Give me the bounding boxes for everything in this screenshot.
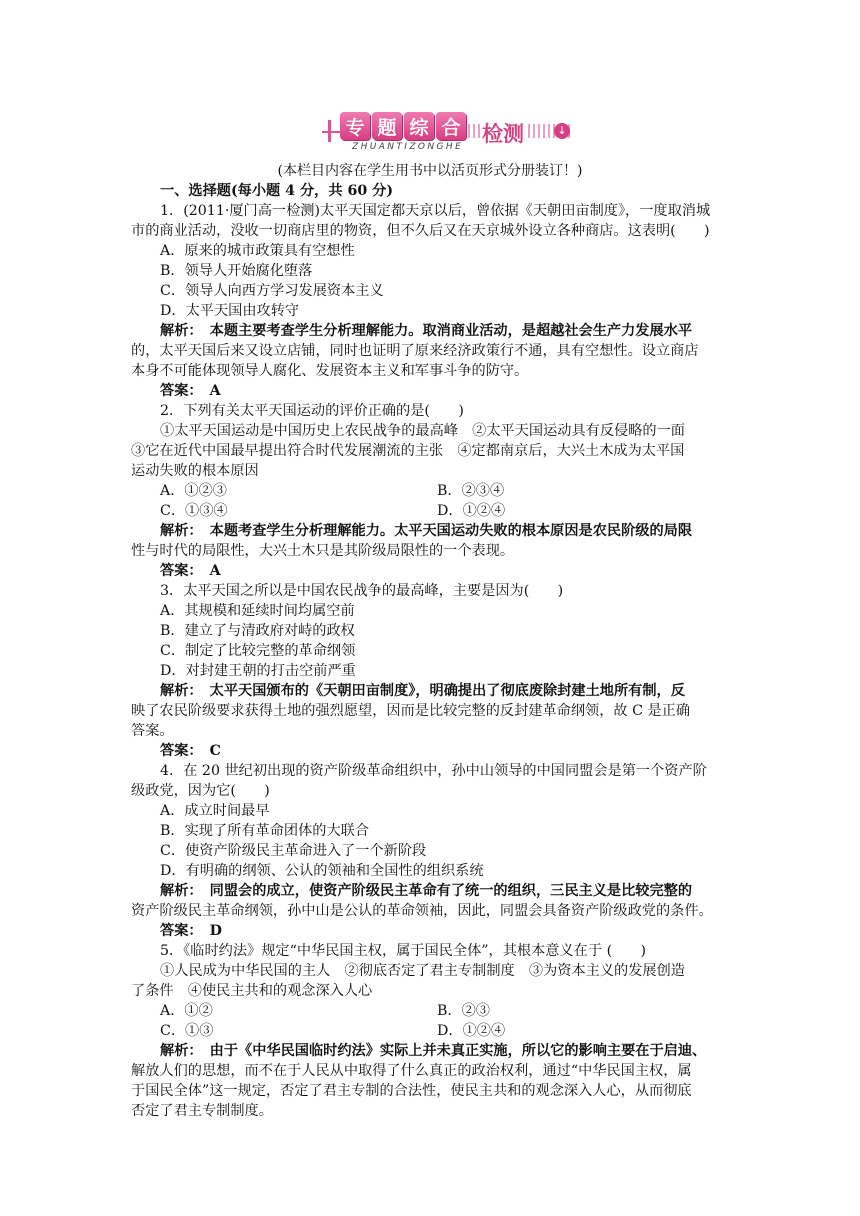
analysis-text: 解析： 同盟会的成立，使资产阶级民主革命有了统一的组织，三民主义是比较完整的 — [160, 883, 693, 899]
analysis-text: 资产阶级民主革命纲领，孙中山是公认的革命领袖，因此，同盟会具备资产阶级政党的条件。 — [131, 903, 713, 919]
banner-tiles — [340, 112, 466, 140]
question-stem: 市的商业活动，没收一切商店里的物资，但不久后又在天京城外设立各种商店。这表明( ) — [131, 223, 710, 239]
down-arrow-icon: ↓ — [554, 123, 570, 139]
section-banner — [322, 106, 584, 154]
option: C．制定了比较完整的革命纲领 — [160, 643, 356, 659]
section-title: 一、选择题(每小题 4 分，共 60 分) — [160, 183, 394, 199]
analysis-text: 解放人们的思想，而不在于人民从中取得了什么真正的政治权利，通过“中华民国主权，属 — [131, 1063, 692, 1079]
answer-line: 答案： C — [160, 743, 221, 759]
question-stem: ①太平天国运动是中国历史上农民战争的最高峰 ②太平天国运动具有反侵略的一面 — [160, 423, 685, 439]
option: C．领导人向西方学习发展资本主义 — [160, 283, 384, 299]
banner-char: 题 — [372, 112, 402, 140]
analysis-text: 解析： 太平天国颁布的《天朝田亩制度》，明确提出了彻底废除封建土地所有制，反 — [160, 683, 685, 699]
option: A．原来的城市政策具有空想性 — [160, 243, 355, 259]
analysis-text: 的，太平天国后来又设立店铺，同时也证明了原来经济政策行不通，具有空想性。设立商店 — [131, 343, 699, 359]
option: B．②③ — [437, 1003, 490, 1019]
option: A．成立时间最早 — [160, 803, 270, 819]
banner-char: 专 — [340, 112, 370, 140]
question-stem: 2．下列有关太平天国运动的评价正确的是( ) — [160, 403, 464, 419]
question-stem: 5．《临时约法》规定“中华民国主权，属于国民全体”，其根本意义在于 ( ) — [160, 943, 647, 959]
option: D．①②④ — [437, 1023, 506, 1039]
analysis-text: 答案。 — [131, 723, 174, 739]
answer-line: 答案： A — [160, 383, 221, 399]
option: C．①③④ — [160, 503, 228, 519]
banner-pinyin: ZHUANTIZONGHE — [352, 142, 464, 152]
banner-cross — [328, 120, 331, 142]
option: B．实现了所有革命团体的大联合 — [160, 823, 370, 839]
option: B．建立了与清政府对峙的政权 — [160, 623, 355, 639]
answer-line: 答案： A — [160, 563, 221, 579]
option: D．①②④ — [437, 503, 506, 519]
option: A．①②③ — [160, 483, 227, 499]
banner-tail-text: 检测 — [480, 118, 526, 148]
question-stem: ③它在近代中国最早提出符合时代发展潮流的主张 ④定都南京后，大兴土木成为太平国 — [131, 443, 685, 459]
analysis-text: 解析： 本题主要考查学生分析理解能力。取消商业活动，是超越社会生产力发展水平 — [160, 323, 693, 339]
analysis-text: 映了农民阶级要求获得土地的强烈愿望，因而是比较完整的反封建革命纲领，故 C 是正确 — [131, 703, 691, 719]
analysis-text: 性与时代的局限性，大兴土木只是其阶级局限性的一个表现。 — [131, 543, 515, 559]
analysis-text: 本身不可能体现领导人腐化、发展资本主义和军事斗争的防守。 — [131, 363, 529, 379]
option: C．使资产阶级民主革命进入了一个新阶段 — [160, 843, 427, 859]
question-stem: 1．(2011·厦门高一检测)太平天国定都天京以后，曾依据《天朝田亩制度》，一度取消城 — [160, 203, 711, 219]
banner-char: 合 — [436, 112, 466, 140]
question-stem: ①人民成为中华民国的主人 ②彻底否定了君主专制制度 ③为资本主义的发展创造 — [160, 963, 685, 979]
question-stem: 3．太平天国之所以是中国农民战争的最高峰，主要是因为( ) — [160, 583, 564, 599]
question-stem: 运动失败的根本原因 — [131, 463, 259, 479]
option: D．对封建王朝的打击空前严重 — [160, 663, 356, 679]
analysis-text: 于国民全体”这一规定，否定了君主专制的合法性，使民主共和的观念深入人心，从而彻底 — [131, 1083, 692, 1099]
option: A．①② — [160, 1003, 213, 1019]
option: B．②③④ — [437, 483, 505, 499]
analysis-text: 解析： 由于《中华民国临时约法》实际上并未真正实施，所以它的影响主要在于启迪、 — [160, 1043, 707, 1059]
question-stem: 级政党，因为它( ) — [131, 783, 270, 799]
banner-char: 综 — [404, 112, 434, 140]
option: A．其规模和延续时间均属空前 — [160, 603, 355, 619]
binding-note: (本栏目内容在学生用书中以活页形式分册装订！) — [277, 163, 583, 179]
option: D．太平天国由攻转守 — [160, 303, 300, 319]
option: D．有明确的纲领、公认的领袖和全国性的组织系统 — [160, 863, 484, 879]
option: C．①③ — [160, 1023, 214, 1039]
answer-line: 答案： D — [160, 923, 222, 939]
option: B．领导人开始腐化堕落 — [160, 263, 313, 279]
analysis-text: 否定了君主专制制度。 — [131, 1103, 273, 1119]
question-stem: 了条件 ④使民主共和的观念深入人心 — [131, 983, 373, 999]
question-stem: 4．在 20 世纪初出现的资产阶级革命组织中，孙中山领导的中国同盟会是第一个资产阶 — [160, 763, 707, 779]
analysis-text: 解析： 本题考查学生分析理解能力。太平天国运动失败的根本原因是农民阶级的局限 — [160, 523, 693, 539]
